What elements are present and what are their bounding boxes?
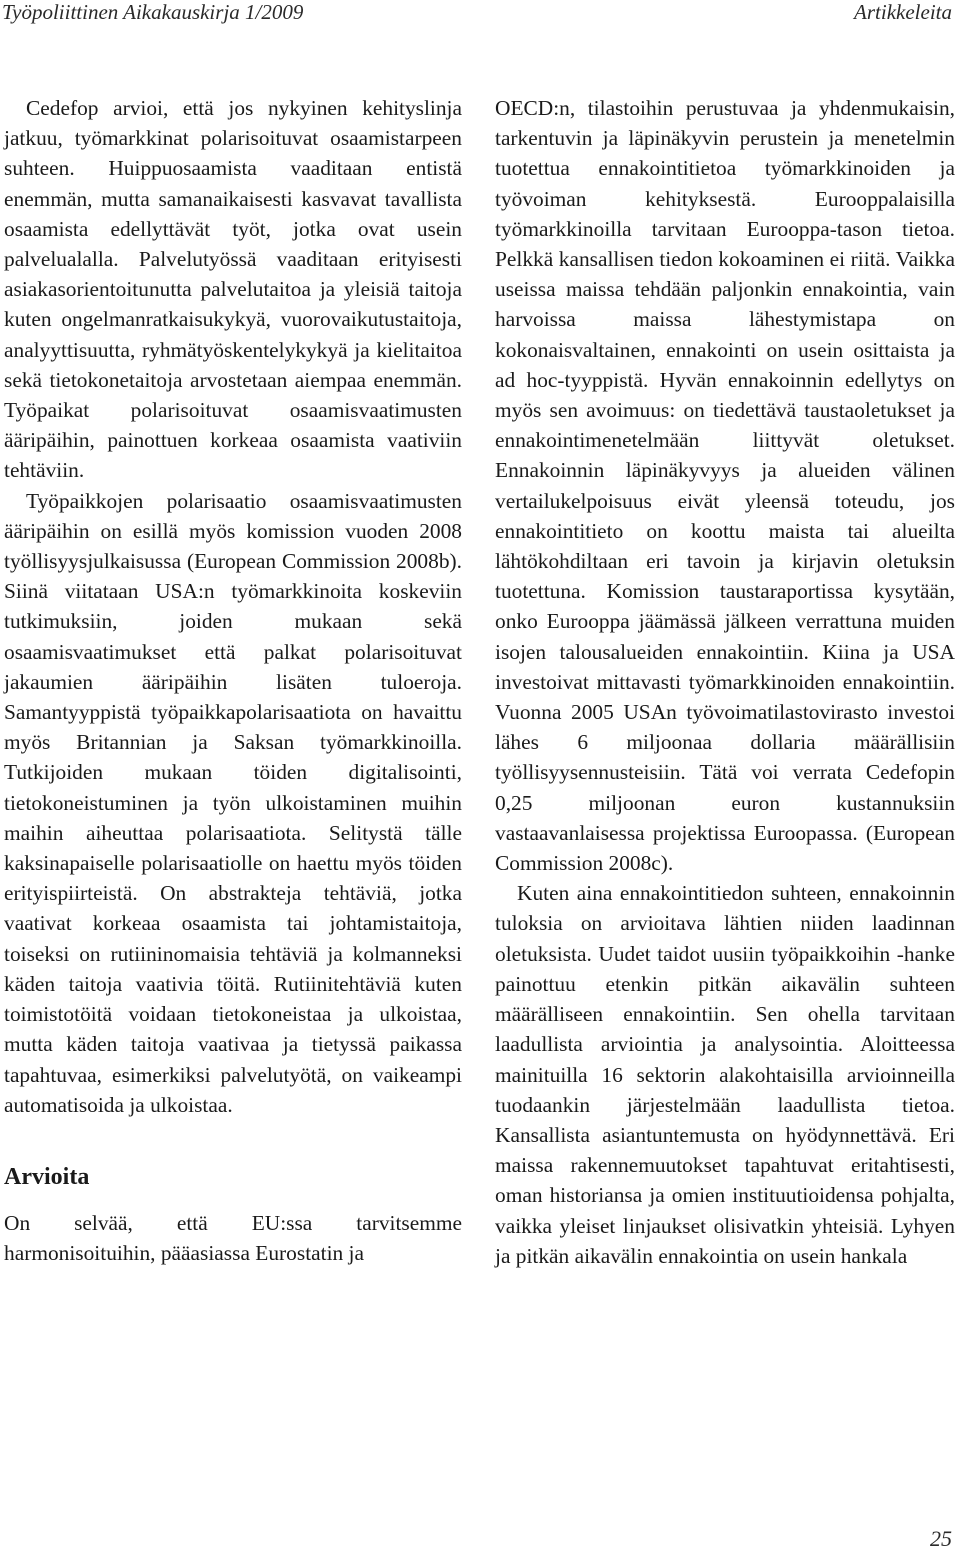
section-title: Artikkeleita (854, 0, 952, 24)
left-paragraph-2: Työpaikkojen polarisaatio osaamisvaatimusten ääripäihin on esillä myös komission vuoden 2008 työllisyysjulkaisussa (European Commission 2008b). Siinä viitataan USA:n työmarkkinoita koskeviin tutkimuksiin, joiden mukaan sekä osaamisvaatimukset että palkat polarisoituvat jakaumien ääripäihin lisäten tuloeroja. Samantyyppistä työpaikkapolarisaatiota on havaittu myös Britannian ja Saksan työmarkkinoilla. Tutkijoiden mukaan töiden digitalisointi, tietokoneistuminen ja työn ulkoistaminen muihin maihin aiheuttaa polarisaatiota. Selitystä tälle kaksinapaiselle polarisaatiolle on haettu myös töiden erityispiirteistä. On abstrakteja tehtäviä, jotka vaativat korkeaa osaamista tai johtamistaitoja, toiseksi on rutiininomaisia tehtäviä ja kolmanneksi käden taitoja vaativia töitä. Rutiinitehtäviä kuten toimistotöitä voidaan tietokoneistaa ja ulkoistaa, mutta käden taitoja vaativaa ja tietyssä paikassa tapahtuvaa, esimerkiksi palvelutyötä, on vaikeampi automatisoida ja ulkoistaa. (4, 488, 462, 1117)
journal-title: Työpoliittinen Aikakauskirja 1/2009 (2, 0, 304, 24)
left-paragraph-3: On selvää, että EU:ssa tarvitsemme harmonisoituihin, pääasiassa Eurostatin ja (4, 1210, 462, 1266)
running-header (0, 0, 960, 26)
section-heading: Arvioita (4, 1163, 90, 1190)
right-paragraph-1: OECD:n, tilastoihin perustuvaa ja yhdenmukaisin, tarkentuvin ja läpinäkyvin perustein ja menetelmin tuotettua ennakointitietoa työmarkkinoiden ja työvoiman kehityksestä. Eurooppalaisilla työmarkkinoilla tarvitaan Eurooppa-tason tietoa. Pelkkä kansallisen tiedon kokoaminen ei riitä. Vaikka useissa maissa tehdään paljonkin ennakointia, vain harvoissa maissa lähestymistapa on kokonaisvaltainen, ennakointi on usein osittaista ja ad hoc-tyyppistä. Hyvän ennakoinnin edellytys on myös sen avoimuus: on tiedettävä taustaoletukset ja ennakointimenetelmään liittyvät oletukset. Ennakoinnin läpinäkyvyys ja alueiden välinen vertailukelpoisuus eivät yleensä toteudu, jos ennakointitieto on koottu maista tai alueilta lähtökohdiltaan eri tavoin ja kirjavin oletuksin tuotettuna. Komission taustaraportissa kysytään, onko Eurooppa jäämässä jälkeen verrattuna muiden isojen talousalueiden ennakointiin. Kiina ja USA investoivat mittavasti työmarkkinoiden ennakointiin. Vuonna 2005 USAn työvoimatilastovirasto investoi lähes 6 miljoonaa dollaria määrällisiin työllisyysennusteisiin. Tätä voi verrata Cedefopin 0,25 miljoonan euron kustannuksiin vastaavanlaisessa projektissa Euroopassa. (European Commission 2008c). (495, 96, 955, 876)
page-number: 25 (930, 1526, 952, 1551)
left-column (4, 93, 462, 1268)
right-column (495, 93, 955, 1271)
left-paragraph-1: Cedefop arvioi, että jos nykyinen kehityslinja jatkuu, työmarkkinat polarisoituvat osaamistarpeen suhteen. Huippuosaamista vaaditaan entistä enemmän, mutta samanaikaisesti kasvavat tavallista osaamista edellyttävät työt, jotka ovat usein palvelualalla. Palvelutyössä vaaditaan erityisesti asiakasorientoitunutta palvelutaitoa ja yleisiä taitoja kuten ongelmanratkaisukykyä, vuorovaikutustaitoja, analyyttisuutta, ryhmätyöskentelykykyä ja kielitaitoa sekä tietokonetaitoja arvostetaan aiempaa enemmän. Työpaikat polarisoituvat osaamisvaatimusten ääripäihin, painottuen korkeaa osaamista vaativiin tehtäviin. (4, 96, 462, 483)
right-paragraph-2: Kuten aina ennakointitiedon suhteen, ennakoinnin tuloksia on arvioitava lähtien niiden laadinnan oletuksista. Uudet taidot uusiin työpaikkoihin -hanke painottuu etenkin pitkän aikavälin suhteen määrälliseen ennakointiin. Sen ohella tarvitaan laadullista arviointia ja analysointia. Aloitteessa mainituilla 16 sektorin alakohtaisilla arvioinneilla tuodaankin järjestelmään laadullista tietoa. Kansallista asiantuntemusta on hyödynnettävä. Eri maissa rakennemuutokset tapahtuvat eritahtisesti, oman historiansa ja omien instituutioidensa pohjalta, vaikka yleiset linjaukset olisivatkin yhteisiä. Lyhyen ja pitkän aikavälin ennakointia on usein hankala (495, 881, 955, 1268)
